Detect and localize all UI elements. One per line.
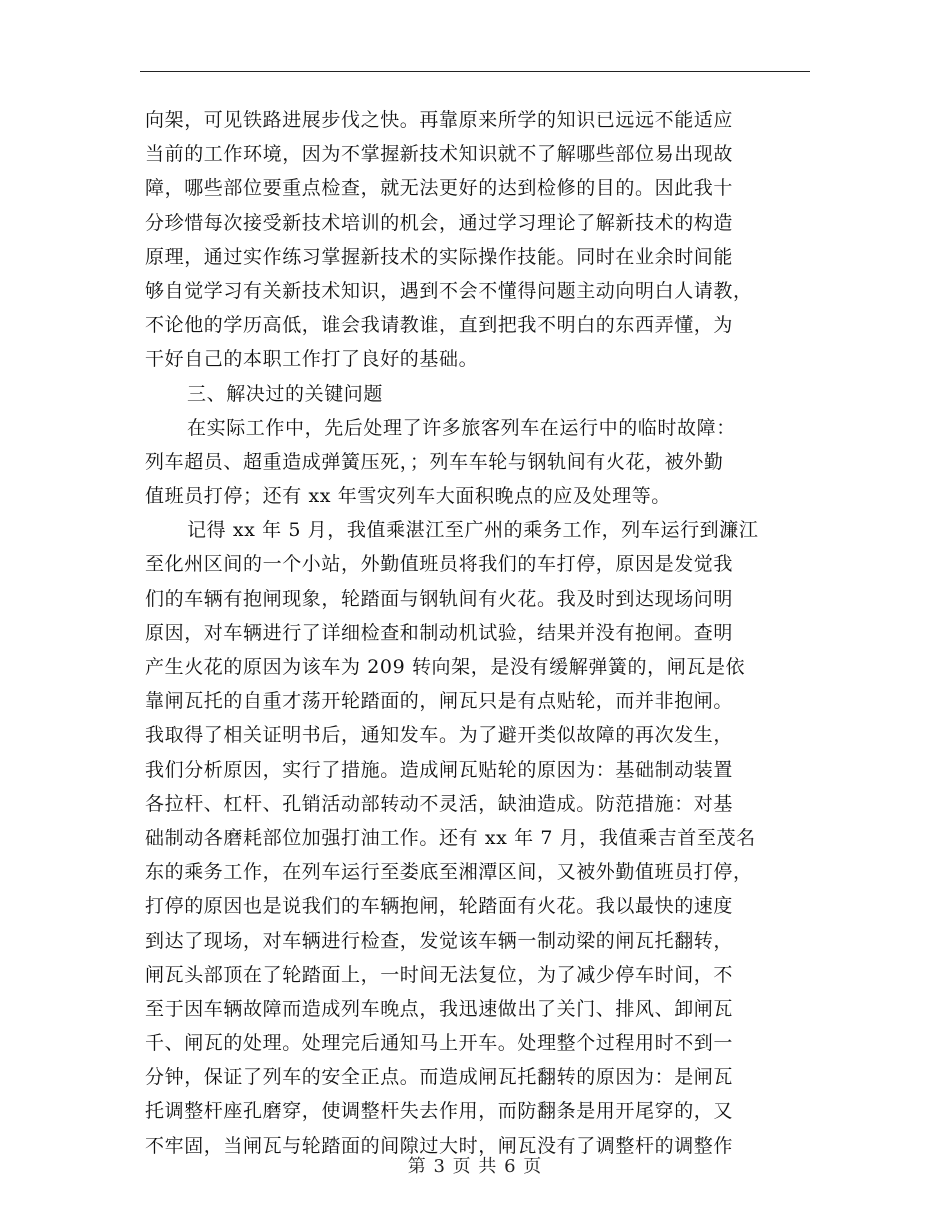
- text-line: 我们分析原因，实行了措施。造成闸瓦贴轮的原因为：基础制动装置: [145, 758, 734, 781]
- text-line: 干好自己的本职工作打了良好的基础。: [145, 348, 479, 371]
- text-line: 值班员打停；还有 xx 年雪灾列车大面积晚点的应及处理等。: [145, 485, 671, 508]
- text-line: 够自觉学习有关新技术知识，遇到不会不懂得问题主动向明白人请教，: [145, 279, 753, 302]
- text-line: 闸瓦头部顶在了轮踏面上，一时间无法复位，为了减少停车时间，不: [145, 963, 734, 986]
- text-line: 我取得了相关证明书后，通知发车。为了避开类似故障的再次发生，: [145, 724, 734, 747]
- text-line: 原因，对车辆进行了详细检查和制动机试验，结果并没有抱闸。查明: [145, 621, 734, 644]
- text-line: 不牢固，当闸瓦与轮踏面的间隙过大时，闸瓦没有了调整杆的调整作: [145, 1134, 734, 1157]
- text-line: 至化州区间的一个小站，外勤值班员将我们的车打停，原因是发觉我: [145, 553, 734, 576]
- text-line: 记得 xx 年 5 月，我值乘湛江至广州的乘务工作，列车运行到濂江: [187, 519, 759, 542]
- text-line: 东的乘务工作，在列车运行至娄底至湘潭区间，又被外勤值班员打停，: [145, 861, 753, 884]
- text-line: 在实际工作中，先后处理了许多旅客列车在运行中的临时故障：: [187, 416, 736, 439]
- text-line: 三、解决过的关键问题: [187, 382, 384, 405]
- text-line: 打停的原因也是说我们的车辆抱闸，轮踏面有火花。我以最快的速度: [145, 895, 734, 918]
- text-line: 到达了现场，对车辆进行检查，发觉该车辆一制动梁的闸瓦托翻转，: [145, 929, 734, 952]
- text-line: 靠闸瓦托的自重才荡开轮踏面的，闸瓦只是有点贴轮，而并非抱闸。: [145, 690, 734, 713]
- text-line: 向架，可见铁路进展步伐之快。再靠原来所学的知识已远远不能适应: [145, 109, 734, 131]
- text-line: 障，哪些部位要重点检查，就无法更好的达到检修的目的。因此我十: [145, 177, 734, 200]
- page-footer: 第 3 页 共 6 页: [407, 1156, 543, 1177]
- text-line: 不论他的学历高低，谁会我请教谁，直到把我不明白的东西弄懂，为: [145, 314, 734, 337]
- text-line: 当前的工作环境，因为不掌握新技术知识就不了解哪些部位易出现故: [145, 143, 734, 166]
- header-rule: [140, 71, 810, 72]
- text-line: 各拉杆、杠杆、孔销活动部转动不灵活，缺油造成。防范措施：对基: [145, 792, 734, 815]
- text-line: 分珍惜每次接受新技术培训的机会，通过学习理论了解新技术的构造: [145, 211, 734, 234]
- text-line: 产生火花的原因为该车为 209 转向架，是没有缓解弹簧的，闸瓦是依: [145, 656, 746, 678]
- text-line: 至于因车辆故障而造成列车晚点，我迅速做出了关门、排风、卸闸瓦: [145, 997, 734, 1020]
- text-line: 列车超员、超重造成弹簧压死，；列车车轮与钢轨间有火花，被外勤: [145, 450, 724, 473]
- text-line: 分钟，保证了列车的安全正点。而造成闸瓦托翻转的原因为：是闸瓦: [145, 1066, 734, 1089]
- document-body: [145, 103, 815, 1163]
- text-line: 千、闸瓦的处理。处理完后通知马上开车。处理整个过程用时不到一: [145, 1032, 734, 1055]
- text-line: 托调整杆座孔磨穿，使调整杆失去作用，而防翻条是用开尾穿的，又: [145, 1100, 734, 1123]
- text-line: 础制动各磨耗部位加强打油工作。还有 xx 年 7 月，我值乘吉首至茂名: [145, 826, 756, 849]
- text-line: 们的车辆有抱闸现象，轮踏面与钢轨间有火花。我及时到达现场问明: [145, 587, 734, 610]
- text-line: 原理，通过实作练习掌握新技术的实际操作技能。同时在业余时间能: [145, 245, 734, 268]
